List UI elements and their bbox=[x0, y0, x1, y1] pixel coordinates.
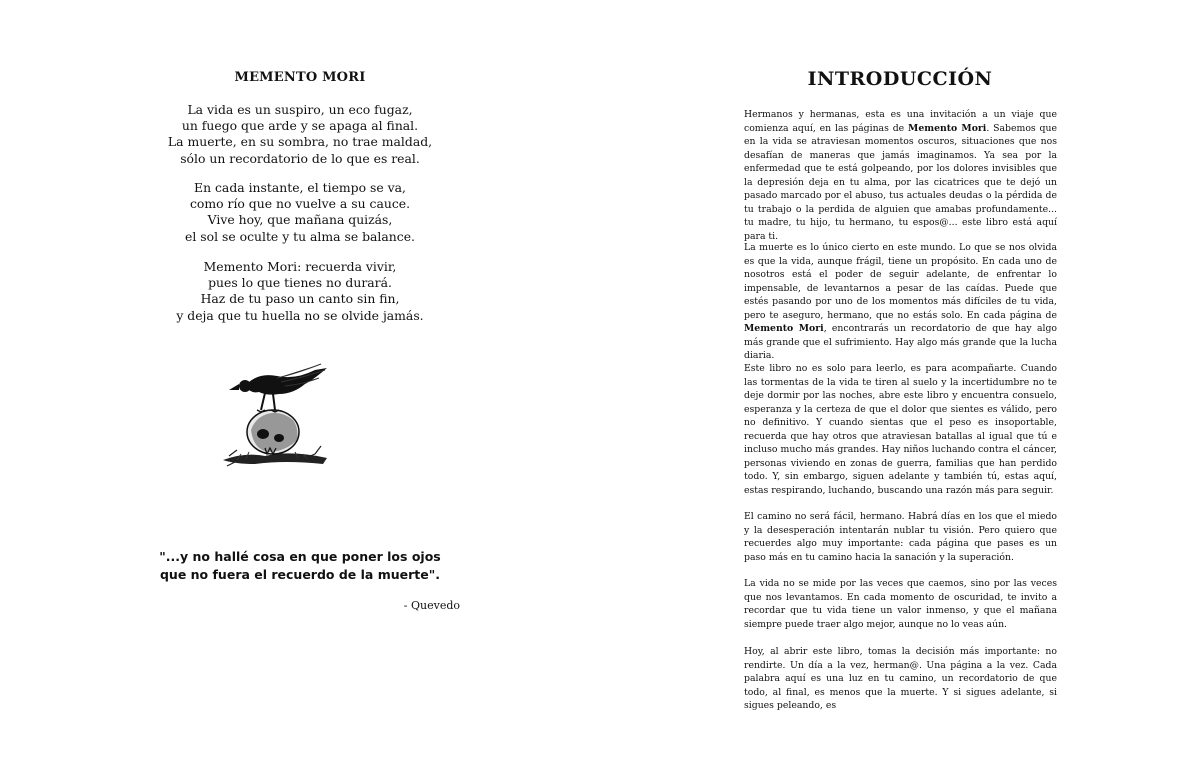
paragraph-2 bbox=[744, 241, 1057, 363]
paragraph-1 bbox=[744, 108, 1057, 243]
poem-stanza-1 bbox=[150, 102, 450, 167]
paragraph-text: . Sabemos que en la vida se atraviesan momentos oscuros, situaciones que nos desafían de maneras que jamás imaginamos. Ya sea por la enfermedad que te está golpeando, por los dolores invisibles que la depresión deja en tu alma, por las cicatrices que te dejó un pasado marcado por el abuso, tus actuales deudas o la pérdida de tu trabajo o la perdida de alguien que amabas profundamente... tu madre, tu hijo, tu hermano, tu espos@... este libro está aquí para ti. bbox=[744, 122, 1057, 242]
poem-line: pues lo que tienes no durará. bbox=[208, 275, 392, 291]
poem-line: La vida es un suspiro, un eco fugaz, bbox=[187, 102, 413, 117]
paragraph-5: La vida no se mide por las veces que caemos, sino por las veces que nos levantamos. En cada momento de oscuridad, te invito a recordar que tu vida tiene un valor inmenso, y que el mañana siempre puede traer algo mejor, aunque no lo veas aún. bbox=[744, 578, 1057, 630]
paragraph-text: Hermanos y hermanas, esta es una invitación a un viaje que comienza aquí, en las páginas de bbox=[744, 109, 1057, 134]
poem-line: La muerte, en su sombra, no trae maldad, bbox=[167, 134, 433, 150]
quote-line: "...y no hallé cosa en que poner los ojos bbox=[159, 549, 441, 564]
page-title: INTRODUCCIÓN bbox=[807, 68, 993, 90]
poem-title: MEMENTO MORI bbox=[234, 70, 366, 85]
poem-line: Vive hoy, que mañana quizás, bbox=[207, 212, 393, 228]
poem-line: En cada instante, el tiempo se va, bbox=[194, 180, 406, 195]
right-page bbox=[600, 0, 1200, 776]
poem-line: Memento Mori: recuerda vivir, bbox=[203, 259, 397, 274]
paragraph-text: , encontrarás un recordatorio de que hay algo más grande que el sufrimiento. Hay algo más grande que la lucha diaria. bbox=[744, 323, 1058, 361]
paragraph-3: Este libro no es solo para leerlo, es para acompañarte. Cuando las tormentas de la vida te tiren al suelo y la incertidumbre no te deje dormir por las noches, abre este libro y encuentra consuelo, esperanza y la certeza de que el dolor que sientes es válido, pero no definitivo. Y cuando sientas que el peso es insoportable, recuerda que hay otros que atraviesan batallas al igual que tú e incluso mucho más grandes. Hay niños luchando contra el cáncer, personas viviendo en zonas de guerra, familias que han perdido todo. Y, sin embargo, siguen adelante y también tú, estas aquí, estas respirando, luchando, buscando una razón más para seguir. bbox=[744, 363, 1057, 496]
book-title-bold: Memento Mori bbox=[908, 122, 987, 134]
paragraph-4: El camino no será fácil, hermano. Habrá días en los que el miedo y la desesperación intentarán nublar tu visión. Pero quiero que recuerdes algo muy importante: cada página que pases es un paso más en tu camino hacia la sanación y la superación. bbox=[744, 511, 1057, 563]
poem-stanza-3 bbox=[150, 259, 450, 324]
quote-author: - Quevedo bbox=[403, 599, 460, 612]
poem-line: un fuego que arde y se apaga al final. bbox=[181, 118, 419, 134]
quote bbox=[130, 548, 470, 584]
poem-line: sólo un recordatorio de lo que es real. bbox=[180, 150, 420, 166]
paragraph-text: La muerte es lo único cierto en este mundo. Lo que se nos olvida es que la vida, aunque frágil, tiene un propósito. En cada uno de nosotros está el poder de seguir adelante, de enfrentar lo impensable, de levantarnos a pesar de las caídas. Puede que estés pasando por uno de los momentos más difíciles de tu vida, pero te aseguro, hermano, que no estás solo. En cada página de bbox=[744, 242, 1057, 321]
poem-stanza-2 bbox=[150, 180, 450, 245]
poem-line: el sol se oculte y tu alma se balance. bbox=[185, 228, 415, 244]
poem-line: Haz de tu paso un canto sin fin, bbox=[200, 291, 400, 307]
paragraph-6: Hoy, al abrir este libro, tomas la decisión más importante: no rendirte. Un día a la vez, herman@. Una página a la vez. Cada palabra aquí es una luz en tu camino, un recordatorio de que todo, al final, es menos que la muerte. Y si sigues adelante, si sigues peleando, es bbox=[744, 646, 1057, 711]
poem-line: como río que no vuelve a su cauce. bbox=[189, 196, 411, 212]
quote-line: que no fuera el recuerdo de la muerte". bbox=[159, 567, 440, 582]
poem-line: y deja que tu huella no se olvide jamás. bbox=[176, 307, 424, 323]
raven-on-skull-illustration bbox=[215, 360, 335, 478]
book-title-bold: Memento Mori bbox=[744, 323, 824, 334]
